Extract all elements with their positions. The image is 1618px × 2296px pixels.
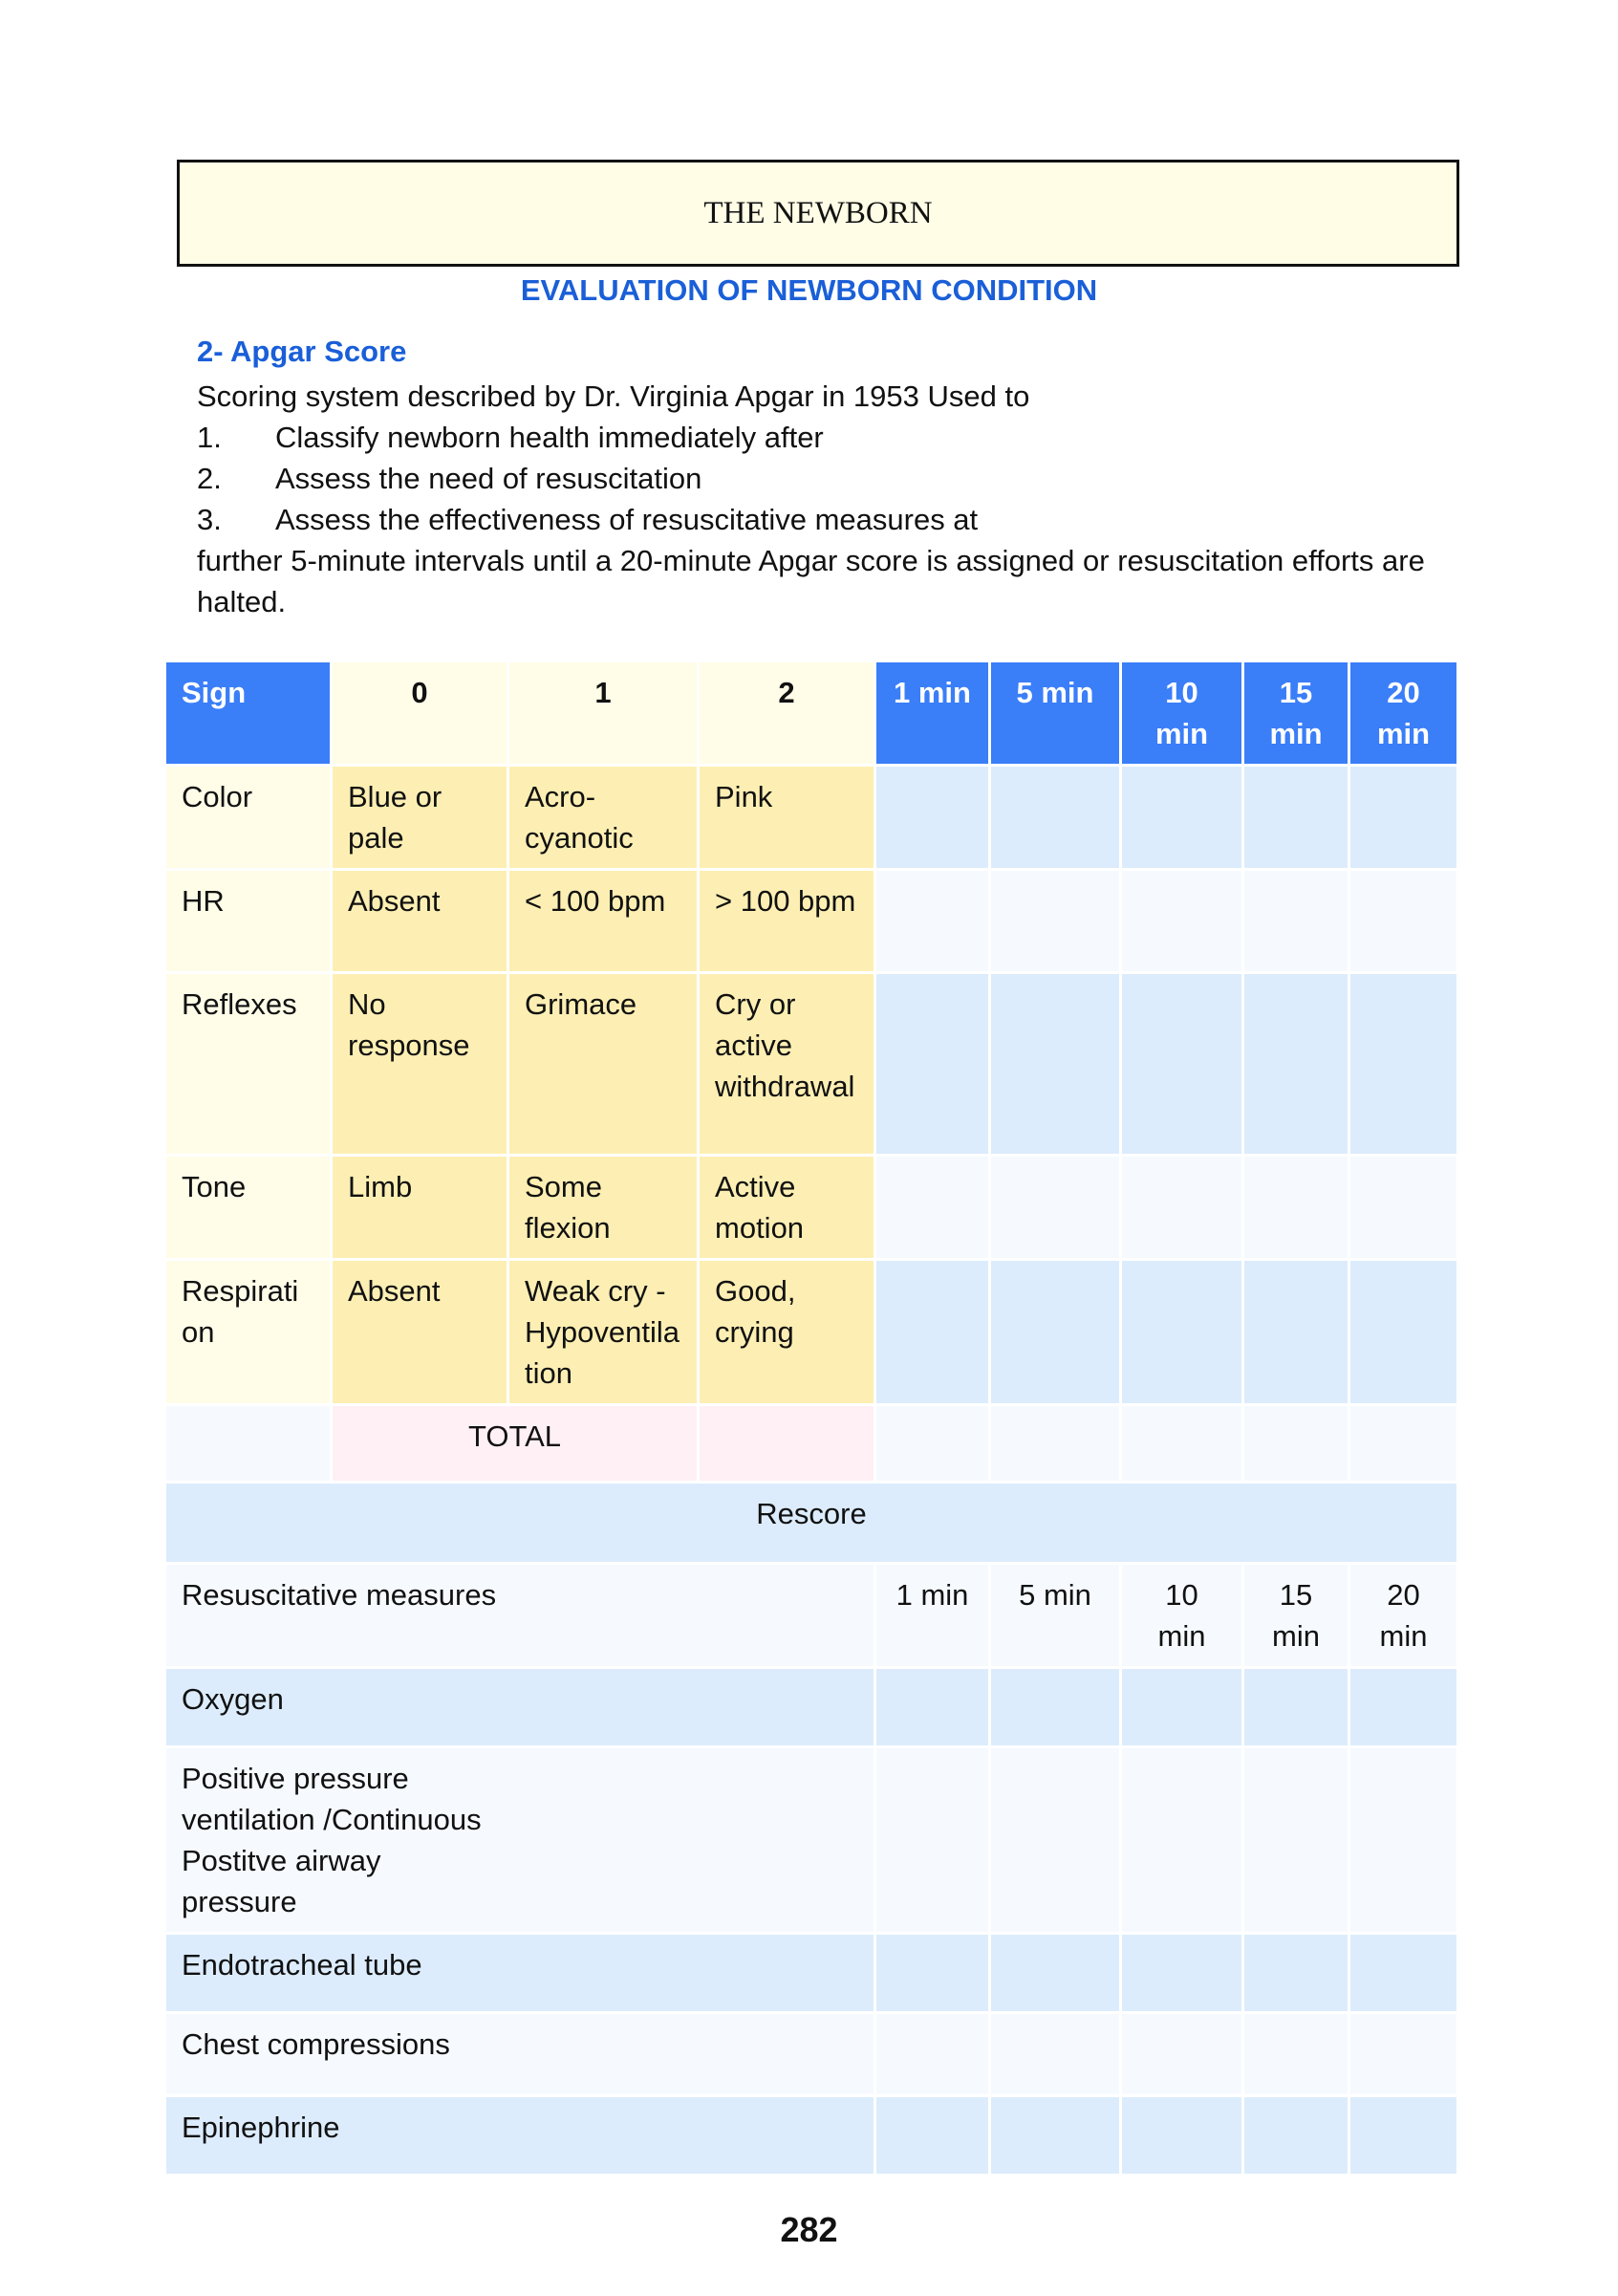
measure-entry-cell — [1244, 1935, 1348, 2011]
measure-entry-cell — [876, 2014, 988, 2094]
score-entry-cell — [876, 767, 988, 868]
measure-entry-cell — [876, 1935, 988, 2011]
measure-entry-cell — [991, 2014, 1119, 2094]
measure-entry-cell — [1244, 1669, 1348, 1745]
measure-entry-cell — [1350, 1748, 1456, 1932]
score-entry-cell — [1122, 1157, 1241, 1258]
list-number: 2. — [197, 462, 222, 495]
subsection-heading: 2- Apgar Score — [197, 335, 407, 368]
measure-row — [166, 1748, 1456, 1932]
score-entry-cell — [1122, 767, 1241, 868]
measure-entry-cell — [991, 1935, 1119, 2011]
score-cell: Cry or active withdrawal — [700, 974, 874, 1154]
measure-entry-cell — [876, 1669, 988, 1745]
measure-row — [166, 2097, 1456, 2174]
score-entry-cell — [991, 871, 1119, 971]
measure-label: Endotracheal tube — [166, 1935, 874, 2011]
measure-entry-cell — [1350, 1669, 1456, 1745]
score-entry-cell — [1244, 1261, 1348, 1403]
time-header-cell: 10 min — [1122, 662, 1241, 764]
score-entry-cell — [1244, 974, 1348, 1154]
score-entry-cell — [1350, 974, 1456, 1154]
score-entry-cell — [991, 1157, 1119, 1258]
score-cell: Pink — [700, 767, 874, 868]
list-item — [197, 499, 1439, 540]
intro-text — [197, 376, 1439, 622]
measure-entry-cell — [1122, 1669, 1241, 1745]
score-cell: Limb — [333, 1157, 507, 1258]
measure-label: Epinephrine — [166, 2097, 874, 2174]
header-cell: 0 — [333, 662, 507, 764]
score-entry-cell — [876, 974, 988, 1154]
time-header-cell: 1 min — [876, 1565, 988, 1666]
time-header-cell: 15 min — [1244, 662, 1348, 764]
time-header-cell: 1 min — [876, 662, 988, 764]
score-entry-cell — [1350, 1157, 1456, 1258]
measure-entry-cell — [1350, 2097, 1456, 2174]
score-entry-cell — [1244, 767, 1348, 868]
measure-entry-cell — [1244, 2014, 1348, 2094]
score-entry-cell — [1350, 767, 1456, 868]
table-cell — [166, 1406, 330, 1481]
list-text: Assess the need of resuscitation — [275, 462, 702, 495]
total-entry-cell — [991, 1406, 1119, 1481]
time-header-cell: 20 min — [1350, 662, 1456, 764]
score-entry-cell — [876, 1157, 988, 1258]
rescore-row — [166, 1484, 1456, 1562]
intro-line: Scoring system described by Dr. Virginia Apgar in 1953 Used to — [197, 379, 1030, 413]
list-text: Classify newborn health immediately after — [275, 421, 824, 454]
score-cell: Blue or pale — [333, 767, 507, 868]
score-entry-cell — [991, 974, 1119, 1154]
measure-entry-cell — [1122, 2014, 1241, 2094]
header-cell: 1 — [509, 662, 697, 764]
list-number: 1. — [197, 421, 222, 454]
score-cell: Absent — [333, 1261, 507, 1403]
total-entry-cell — [1122, 1406, 1241, 1481]
sign-cell: HR — [166, 871, 330, 971]
measure-entry-cell — [1350, 1935, 1456, 2011]
section-title: EVALUATION OF NEWBORN CONDITION — [520, 273, 1098, 307]
score-cell: Some flexion — [509, 1157, 697, 1258]
measure-label: Oxygen — [166, 1669, 874, 1745]
measure-entry-cell — [1122, 2097, 1241, 2174]
score-cell: < 100 bpm — [509, 871, 697, 971]
score-cell: Acro-cyanotic — [509, 767, 697, 868]
time-header-cell: 10 min — [1122, 1565, 1241, 1666]
time-header-cell: 5 min — [991, 1565, 1119, 1666]
page-number: 282 — [780, 2210, 838, 2249]
measure-entry-cell — [876, 1748, 988, 1932]
sign-cell: Color — [166, 767, 330, 868]
measure-label: Positive pressure ventilation /Continuous Postitve airway pressure — [166, 1748, 874, 1932]
time-header-cell: 5 min — [991, 662, 1119, 764]
score-entry-cell — [1244, 1157, 1348, 1258]
score-entry-cell — [1122, 1261, 1241, 1403]
total-label: TOTAL — [333, 1406, 697, 1481]
score-entry-cell — [876, 871, 988, 971]
table-row — [166, 974, 1456, 1154]
apgar-table — [163, 660, 1459, 2177]
score-cell: Active motion — [700, 1157, 874, 1258]
score-cell: Weak cry - Hypoventilation — [509, 1261, 697, 1403]
measure-row — [166, 1669, 1456, 1745]
measure-row — [166, 2014, 1456, 2094]
score-entry-cell — [1244, 871, 1348, 971]
score-entry-cell — [991, 767, 1119, 868]
score-cell: Grimace — [509, 974, 697, 1154]
header-cell: 2 — [700, 662, 874, 764]
total-entry-cell — [1244, 1406, 1348, 1481]
table-row — [166, 767, 1456, 868]
measure-entry-cell — [1122, 1935, 1241, 2011]
total-entry-cell — [1350, 1406, 1456, 1481]
table-row — [166, 1157, 1456, 1258]
resus-header: Resuscitative measures — [166, 1565, 874, 1666]
chapter-title: THE NEWBORN — [703, 195, 933, 230]
score-entry-cell — [1122, 974, 1241, 1154]
measure-row — [166, 1935, 1456, 2011]
list-item — [197, 458, 1439, 499]
score-entry-cell — [1350, 1261, 1456, 1403]
header-row — [166, 662, 1456, 764]
table-row — [166, 871, 1456, 971]
score-cell: > 100 bpm — [700, 871, 874, 971]
measure-entry-cell — [1244, 2097, 1348, 2174]
rescore-label: Rescore — [166, 1484, 1456, 1562]
list-number: 3. — [197, 503, 222, 536]
score-entry-cell — [1350, 871, 1456, 971]
measure-entry-cell — [1122, 1748, 1241, 1932]
measure-entry-cell — [1244, 1748, 1348, 1932]
measure-entry-cell — [991, 1669, 1119, 1745]
time-header-cell: 20 min — [1350, 1565, 1456, 1666]
table-row — [166, 1261, 1456, 1403]
sign-cell: Tone — [166, 1157, 330, 1258]
chapter-title-box — [177, 160, 1459, 267]
measure-entry-cell — [876, 2097, 988, 2174]
resus-header-row — [166, 1565, 1456, 1666]
sign-cell: Respiration — [166, 1261, 330, 1403]
measure-entry-cell — [991, 1748, 1119, 1932]
time-header-cell: 15 min — [1244, 1565, 1348, 1666]
table-cell — [700, 1406, 874, 1481]
list-text: Assess the effectiveness of resuscitative measures at — [275, 503, 979, 536]
score-entry-cell — [876, 1261, 988, 1403]
header-cell: Sign — [166, 662, 330, 764]
total-entry-cell — [876, 1406, 988, 1481]
score-entry-cell — [1122, 871, 1241, 971]
score-cell: Good, crying — [700, 1261, 874, 1403]
sign-cell: Reflexes — [166, 974, 330, 1154]
score-cell: Absent — [333, 871, 507, 971]
score-cell: No response — [333, 974, 507, 1154]
outro-text: further 5-minute intervals until a 20-minute Apgar score is assigned or resuscitation efforts are halted. — [197, 544, 1425, 618]
score-entry-cell — [991, 1261, 1119, 1403]
list-item — [197, 417, 1439, 458]
measure-label: Chest compressions — [166, 2014, 874, 2094]
measure-entry-cell — [991, 2097, 1119, 2174]
measure-entry-cell — [1350, 2014, 1456, 2094]
total-row — [166, 1406, 1456, 1481]
